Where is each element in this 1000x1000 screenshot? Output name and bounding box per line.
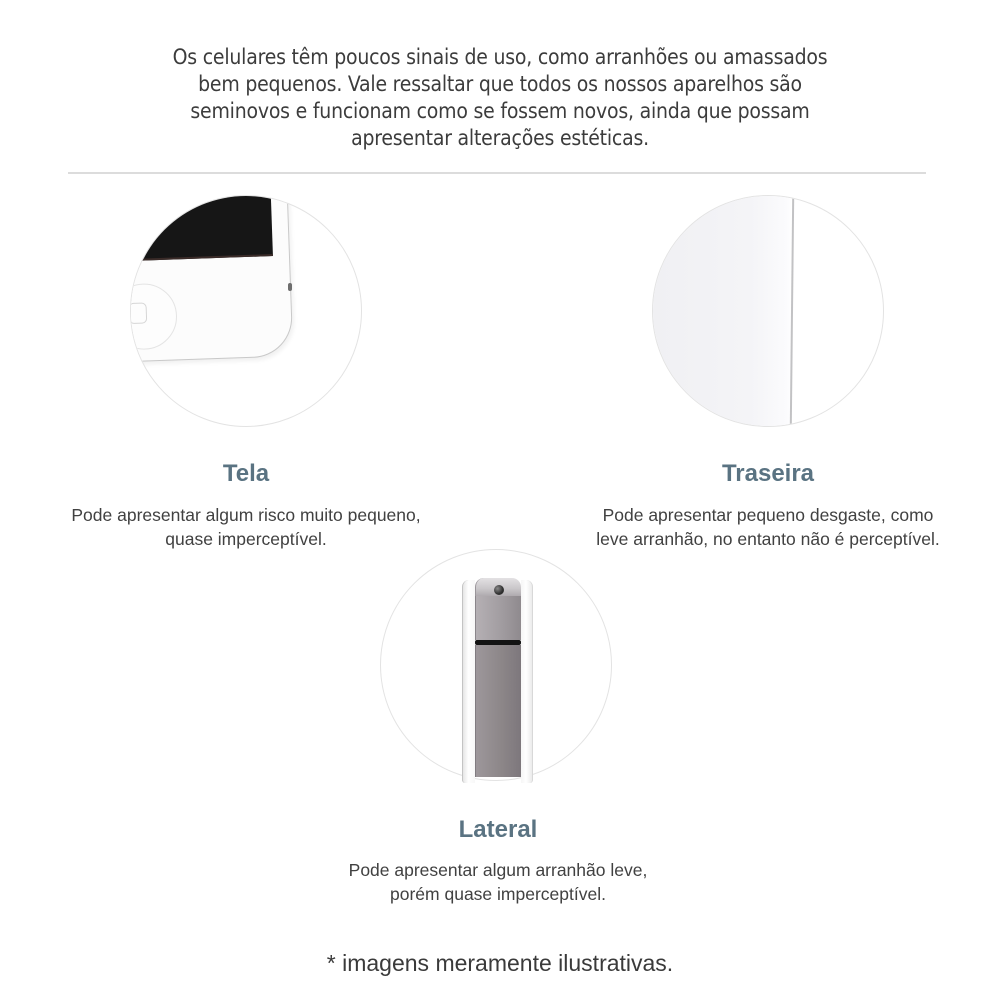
back-panel-photo [652,195,884,427]
section-description-traseira: Pode apresentar pequeno desgaste, como leve arranhão, no entanto não é perceptível. [596,505,940,549]
phone-side-illustration [462,578,533,785]
section-description-lateral: Pode apresentar algum arranhão leve, porém quase imperceptível. [348,860,648,904]
side-band-lower [475,645,521,777]
section-title-lateral: Lateral [458,816,538,843]
side-button-dot [288,283,292,291]
section-description-tela: Pode apresentar algum risco muito pequeno, quase imperceptível. [71,505,421,549]
phone-screen [130,195,273,263]
headphone-jack-icon [494,585,504,595]
side-front-edge [462,580,475,783]
screen-corner-photo [130,195,362,427]
side-back-edge [521,580,533,783]
footnote: * imagens meramente ilustrativas. [326,950,674,976]
intro-paragraph: Os celulares têm poucos sinais de uso, como arranhões ou amassados bem pequenos. Vale ressaltar que todos os nossos aparelhos são seminovos e funcionam como se fossem novos, ainda que possam apresentar alterações estéticas. [172,45,828,150]
side-metal-band [475,578,521,777]
side-band-upper [475,596,521,640]
section-title-traseira: Traseira [721,460,815,487]
section-title-tela: Tela [222,460,270,487]
phone-body-illustration [130,195,293,363]
side-top-cap [475,578,521,596]
divider [68,172,926,174]
home-button-icon [130,302,147,324]
back-panel-surface [653,196,792,427]
